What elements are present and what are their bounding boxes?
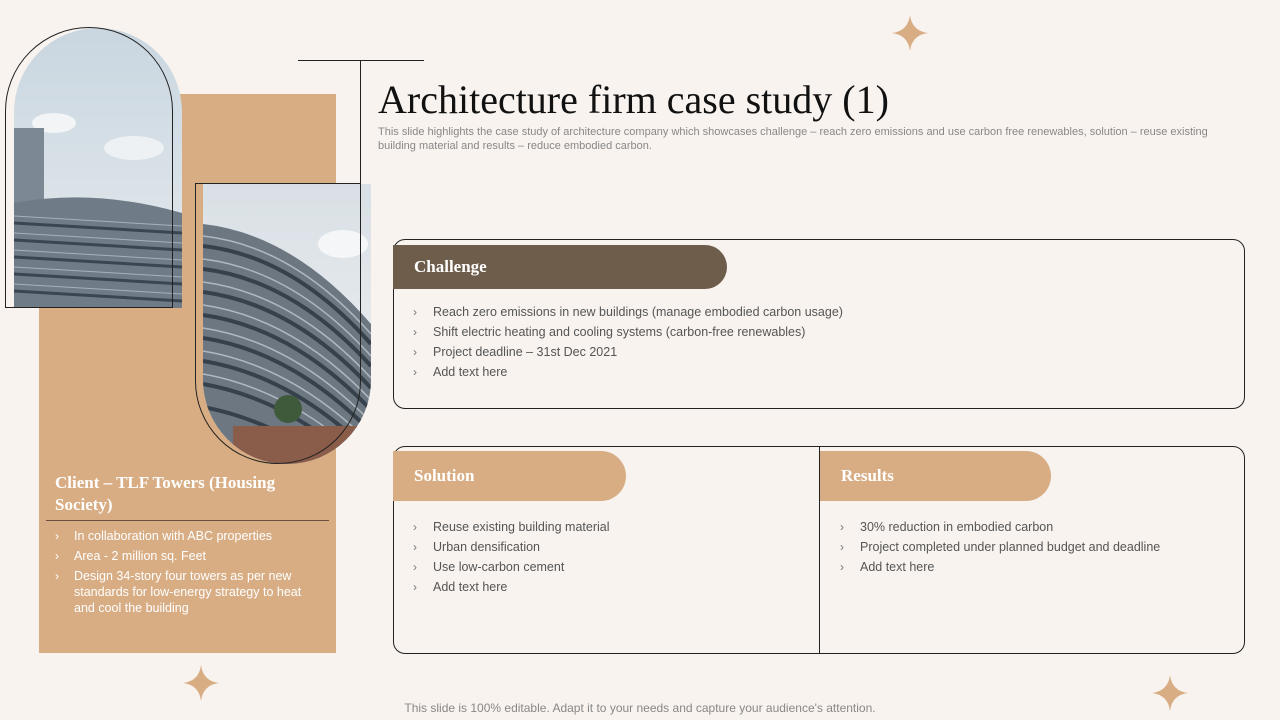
chevron-right-icon: › (840, 520, 844, 534)
list-item: › Use low-carbon cement (413, 557, 803, 577)
list-item: › Add text here (413, 577, 803, 597)
client-bullet-list (55, 528, 325, 620)
list-item: › In collaboration with ABC properties (55, 529, 273, 543)
client-title: Client – TLF Towers (Housing Society) (55, 473, 276, 514)
sparkle-star-icon (181, 663, 221, 703)
list-item: › 30% reduction in embodied carbon (840, 517, 1230, 537)
chevron-right-icon: › (840, 540, 844, 554)
building-image-top-outline (5, 27, 173, 308)
chevron-right-icon: › (55, 569, 59, 583)
client-divider (46, 520, 329, 521)
chevron-right-icon: › (840, 560, 844, 574)
chevron-right-icon: › (55, 529, 59, 543)
list-item: › Add text here (840, 557, 1230, 577)
solution-label: Solution (393, 451, 626, 501)
list-item: › Project completed under planned budget and deadline (840, 537, 1230, 557)
sparkle-star-icon (890, 13, 930, 53)
list-item: › Design 34-story four towers as per new standards for low-energy strategy to heat and cool the building (55, 569, 302, 615)
results-label: Results (820, 451, 1051, 501)
list-item: › Area - 2 million sq. Feet (55, 549, 206, 563)
results-bullet-list (840, 517, 1230, 577)
building-image-bottom-outline (195, 183, 361, 464)
challenge-bullet-list (413, 302, 1213, 382)
chevron-right-icon: › (413, 520, 417, 534)
list-item: › Urban densification (413, 537, 803, 557)
list-item: › Add text here (413, 362, 1213, 382)
chevron-right-icon: › (413, 560, 417, 574)
chevron-right-icon: › (413, 345, 417, 359)
page-title: Architecture firm case study (1) (378, 77, 889, 122)
chevron-right-icon: › (413, 540, 417, 554)
list-item: › Shift electric heating and cooling systems (carbon-free renewables) (413, 322, 1213, 342)
chevron-right-icon: › (413, 305, 417, 319)
chevron-right-icon: › (55, 549, 59, 563)
chevron-right-icon: › (413, 580, 417, 594)
chevron-right-icon: › (413, 325, 417, 339)
challenge-label: Challenge (393, 245, 727, 289)
list-item: › Reach zero emissions in new buildings (manage embodied carbon usage) (413, 302, 1213, 322)
list-item: › Project deadline – 31st Dec 2021 (413, 342, 1213, 362)
decorative-line-horizontal (298, 60, 424, 61)
chevron-right-icon: › (413, 365, 417, 379)
footer-note: This slide is 100% editable. Adapt it to your needs and capture your audience's attention. (404, 701, 876, 715)
decorative-line-vertical (360, 60, 361, 195)
page-subtitle: This slide highlights the case study of architecture company which showcases challenge – reach zero emissions and use carbon free renewables, solution – reuse existing building material and results – reduce embodied carbon. (378, 126, 1208, 152)
list-item: › Reuse existing building material (413, 517, 803, 537)
solution-bullet-list (413, 517, 803, 597)
